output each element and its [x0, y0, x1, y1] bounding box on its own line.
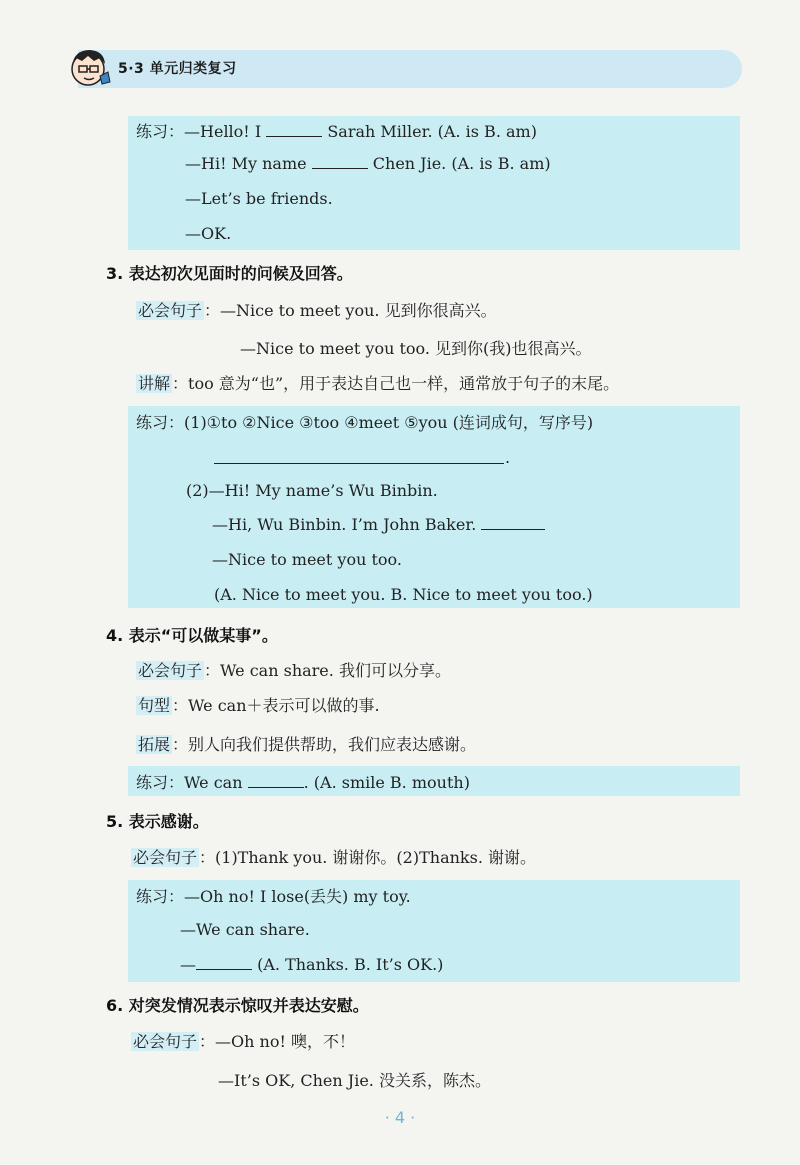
- practice-3-2c: —Nice to meet you too.: [212, 550, 402, 569]
- answer-period: .: [505, 448, 511, 467]
- must-sentence-6b: —It’s OK, Chen Jie. 没关系，陈杰。: [218, 1071, 491, 1090]
- extension-4: 拓展 ：别人向我们提供帮助，我们应表达感谢。: [138, 735, 477, 754]
- section-5-heading: 5. 表示感谢。: [106, 812, 209, 831]
- practice-line-4: —OK.: [185, 224, 232, 243]
- page-number: · 4 ·: [384, 1108, 416, 1127]
- practice-line-3: —Let’s be friends.: [185, 189, 333, 208]
- must-sentence-3b: —Nice to meet you too. 见到你(我)也很高兴。: [240, 339, 592, 358]
- practice-box-3: [128, 406, 740, 608]
- section-3-heading: 3. 表达初次见面时的问候及回答。: [106, 264, 353, 283]
- practice-3-2d: (A. Nice to meet you. B. Nice to meet you too.): [214, 585, 593, 604]
- must-sentence-5: 必会句子 ：(1)Thank you. 谢谢你。(2)Thanks. 谢谢。: [133, 848, 536, 867]
- answer-blank[interactable]: [266, 122, 322, 137]
- section-4-heading: 4. 表示“可以做某事”。: [106, 626, 278, 645]
- answer-blank[interactable]: [248, 773, 304, 788]
- answer-blank[interactable]: [196, 955, 252, 970]
- practice-4: 练习：We can . (A. smile B. mouth): [136, 773, 470, 792]
- practice-3-2a: (2)—Hi! My name’s Wu Binbin.: [186, 481, 438, 500]
- answer-blank[interactable]: [312, 154, 368, 169]
- section-6-heading: 6. 对突发情况表示惊叹并表达安慰。: [106, 996, 369, 1015]
- explanation-3: 讲解 ：too 意为“也”，用于表达自己也一样，通常放于句子的末尾。: [138, 374, 620, 393]
- practice-line-2: —Hi! My name Chen Jie. (A. is B. am): [185, 154, 551, 173]
- answer-blank[interactable]: [481, 515, 545, 530]
- practice-5a: 练习：—Oh no! I lose(丢失) my toy.: [136, 887, 411, 906]
- must-sentence-3a: 必会句子 ：—Nice to meet you. 见到你很高兴。: [138, 301, 497, 320]
- must-sentence-4: 必会句子 ：We can share. 我们可以分享。: [138, 661, 451, 680]
- practice-5c: — (A. Thanks. B. It’s OK.): [180, 955, 444, 974]
- must-sentence-6a: 必会句子 ：—Oh no! 噢，不！: [133, 1032, 355, 1051]
- practice-5b: —We can share.: [180, 920, 310, 939]
- header-title: 5·3 单元归类复习: [118, 61, 237, 77]
- practice-3-1: 练习：(1)①to ②Nice ③too ④meet ⑤you (连词成句，写序号): [136, 413, 594, 432]
- answer-line-long[interactable]: [214, 463, 504, 464]
- practice-3-2b: —Hi, Wu Binbin. I’m John Baker.: [212, 515, 545, 534]
- mascot-boy-icon: [64, 42, 114, 92]
- pattern-4: 句型 ：We can＋表示可以做的事.: [138, 696, 380, 715]
- practice-line-1: 练习：—Hello! I Sarah Miller. (A. is B. am): [136, 122, 537, 141]
